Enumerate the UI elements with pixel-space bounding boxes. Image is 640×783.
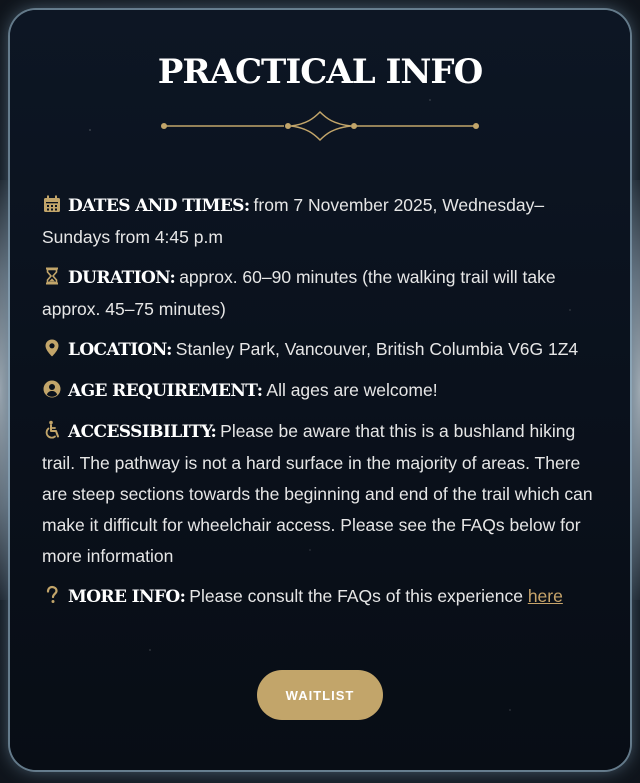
location-label: LOCATION: — [68, 340, 172, 360]
more-info-label: MORE INFO: — [68, 587, 186, 607]
hourglass-icon — [42, 266, 62, 286]
dates-times-row — [42, 190, 602, 253]
wheelchair-icon — [42, 420, 62, 440]
faq-here-link[interactable]: here — [527, 586, 563, 606]
age-requirement-value: All ages are welcome! — [266, 380, 438, 400]
user-circle-icon — [42, 379, 62, 399]
location-row — [42, 334, 602, 366]
more-info-value: Please consult the FAQs of this experience — [189, 586, 523, 606]
info-list — [42, 190, 602, 622]
dates-times-label: DATES AND TIMES: — [68, 196, 250, 216]
age-requirement-label: AGE REQUIREMENT: — [68, 381, 263, 401]
accessibility-label: ACCESSIBILITY: — [68, 422, 217, 442]
duration-value: approx. 60–90 minutes (the walking trail will take approx. 45–75 minutes) — [42, 267, 556, 319]
location-value: Stanley Park, Vancouver, British Columbia V6G 1Z4 — [175, 339, 579, 359]
accessibility-row — [42, 416, 602, 572]
page-title: PRACTICAL INFO — [157, 52, 483, 92]
dates-times-value: from 7 November 2025, Wednesday–Sundays from 4:45 p.m — [42, 195, 545, 247]
practical-info-card — [10, 10, 630, 770]
waitlist-button[interactable]: WAITLIST — [257, 670, 383, 720]
duration-label: DURATION: — [68, 268, 176, 288]
duration-row — [42, 262, 602, 325]
calendar-icon — [42, 194, 62, 214]
ornamental-divider — [152, 110, 488, 142]
question-icon — [42, 585, 62, 605]
age-requirement-row — [42, 375, 602, 407]
location-pin-icon — [42, 338, 62, 358]
accessibility-value: Please be aware that this is a bushland hiking trail. The pathway is not a hard surface in the majority of areas. There are steep sections towards the beginning and end of the trail which can make it difficult for wheelchair access. Please see the FAQs below for more information — [42, 421, 593, 566]
more-info-row — [42, 581, 602, 613]
